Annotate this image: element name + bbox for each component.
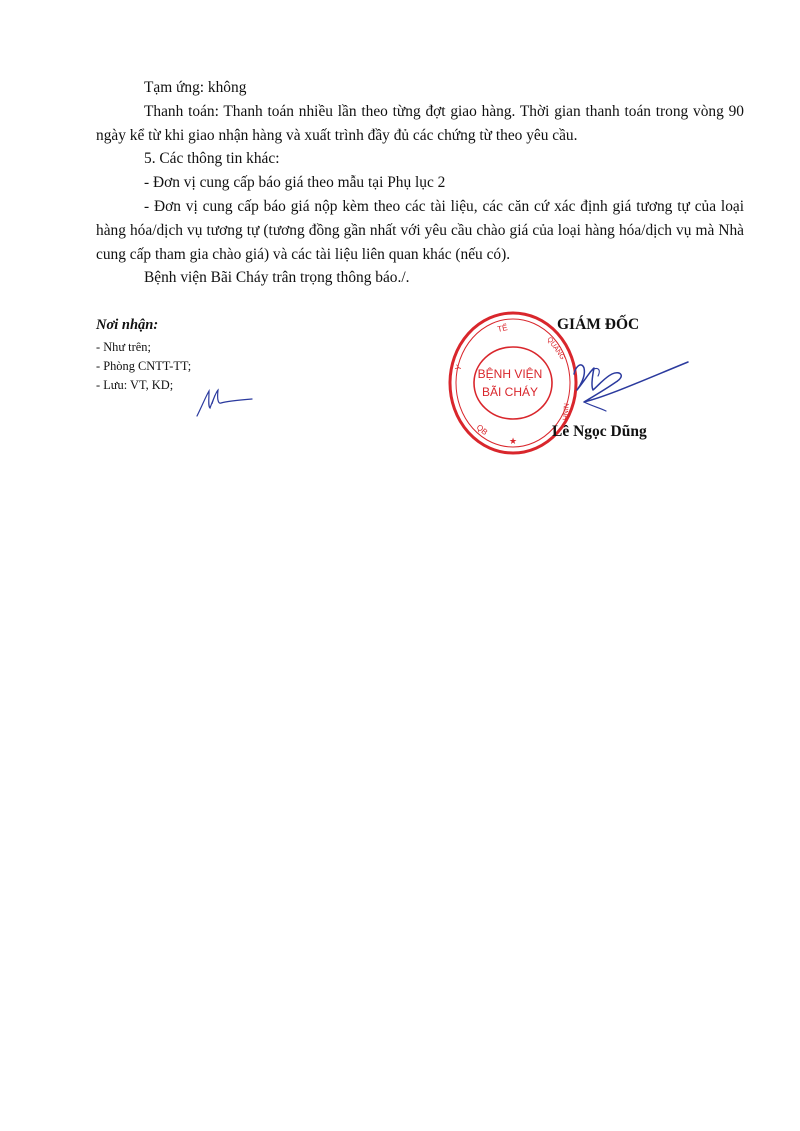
svg-text:NINH: NINH xyxy=(560,402,569,421)
recipient-item: - Như trên; xyxy=(96,340,151,354)
svg-text:BỆNH VIỆN: BỆNH VIỆN xyxy=(477,367,543,381)
paragraph-closing: Bệnh viện Bãi Cháy trân trọng thông báo./. xyxy=(144,269,410,287)
signer-title: GIÁM ĐỐC xyxy=(557,316,640,333)
recipient-item: - Lưu: VT, KD; xyxy=(96,378,174,392)
signer-name: Lê Ngọc Dũng xyxy=(552,423,647,440)
paragraph-advance-payment: Tạm ứng: không xyxy=(144,79,247,96)
svg-text:QUẢNG: QUẢNG xyxy=(545,336,566,362)
svg-text:TẾ: TẾ xyxy=(496,323,509,334)
paragraph-payment-terms: Thanh toán: Thanh toán nhiều lần theo từng đợt giao hàng. Thời gian thanh toán trong vòng 90 ngày kể từ khi giao nhận hàng và xuất trình đầy đủ các chứng từ theo yêu cầu. xyxy=(96,102,744,144)
paragraph-quote-template: - Đơn vị cung cấp báo giá theo mẫu tại Phụ lục 2 xyxy=(144,174,446,192)
body-text xyxy=(96,76,744,290)
svg-text:BÃI CHÁY: BÃI CHÁY xyxy=(481,385,539,399)
paragraph-supporting-documents: - Đơn vị cung cấp báo giá nộp kèm theo các tài liệu, các căn cứ xác định giá tương tự của loại hàng hóa/dịch vụ tương tự (tương đồng gần nhất với yêu cầu chào giá của loại hàng hóa/dịch vụ mà Nhà cung cấp tham gia chào giá) và các tài liệu liên quan khác (nếu có). xyxy=(96,197,744,263)
svg-text:★: ★ xyxy=(508,437,518,447)
recipient-item: - Phòng CNTT-TT; xyxy=(96,359,192,373)
recipients-heading: Nơi nhận: xyxy=(96,317,159,333)
paragraph-other-info-heading: 5. Các thông tin khác: xyxy=(144,150,280,168)
svg-text:QB: QB xyxy=(474,422,490,437)
initials-signature xyxy=(194,382,256,422)
director-signature xyxy=(560,356,692,420)
svg-text:Y: Y xyxy=(453,363,464,372)
